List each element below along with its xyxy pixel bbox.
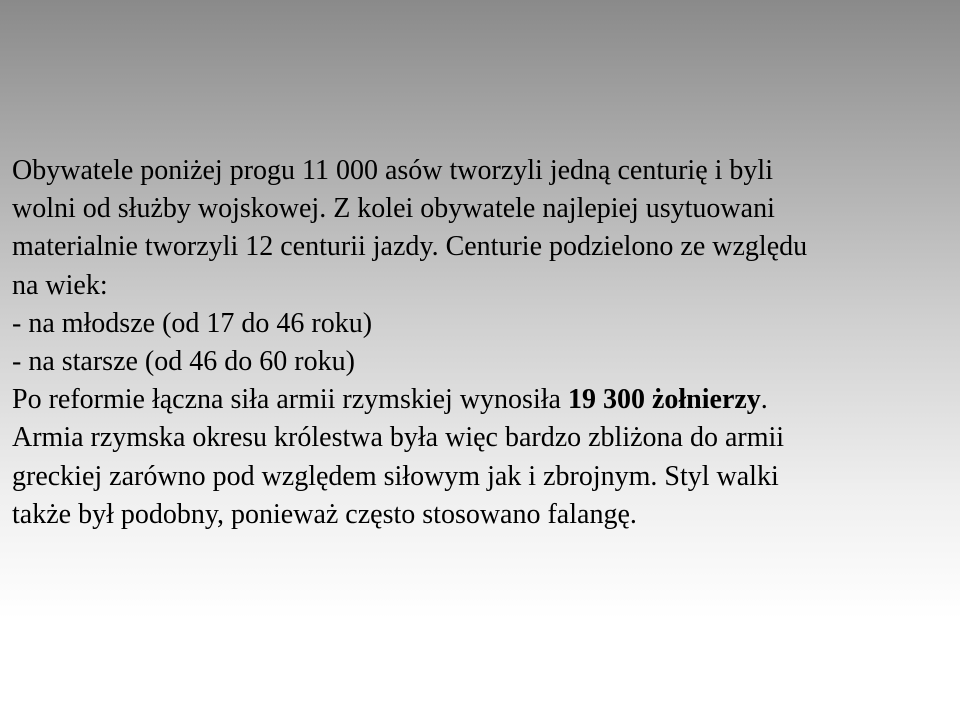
text-line: - na młodsze (od 17 do 46 roku) bbox=[12, 307, 373, 339]
army-strength-value: 19 300 żołnierzy bbox=[567, 384, 761, 416]
slide-body-text bbox=[12, 152, 942, 534]
text-line: wolni od służby wojskowej. Z kolei obywatele najlepiej usytuowani bbox=[12, 193, 775, 225]
text-line: greckiej zarówno pod względem siłowym jak i zbrojnym. Styl walki bbox=[12, 460, 779, 492]
text-line: na wiek: bbox=[12, 269, 108, 301]
text-line-army-strength bbox=[12, 381, 942, 419]
text-line: - na starsze (od 46 do 60 roku) bbox=[12, 346, 355, 378]
army-strength-prefix: Po reformie łączna siła armii rzymskiej wynosiła bbox=[12, 384, 568, 416]
text-line: Armia rzymska okresu królestwa była więc bardzo zbliżona do armii bbox=[12, 422, 785, 454]
text-line: także był podobny, ponieważ często stosowano falangę. bbox=[12, 498, 637, 530]
text-line: Obywatele poniżej progu 11 000 asów tworzyli jedną centurię i byli bbox=[12, 155, 773, 186]
army-strength-suffix: . bbox=[760, 384, 768, 416]
text-line: materialnie tworzyli 12 centurii jazdy. Centurie podzielono ze względu bbox=[12, 231, 808, 263]
